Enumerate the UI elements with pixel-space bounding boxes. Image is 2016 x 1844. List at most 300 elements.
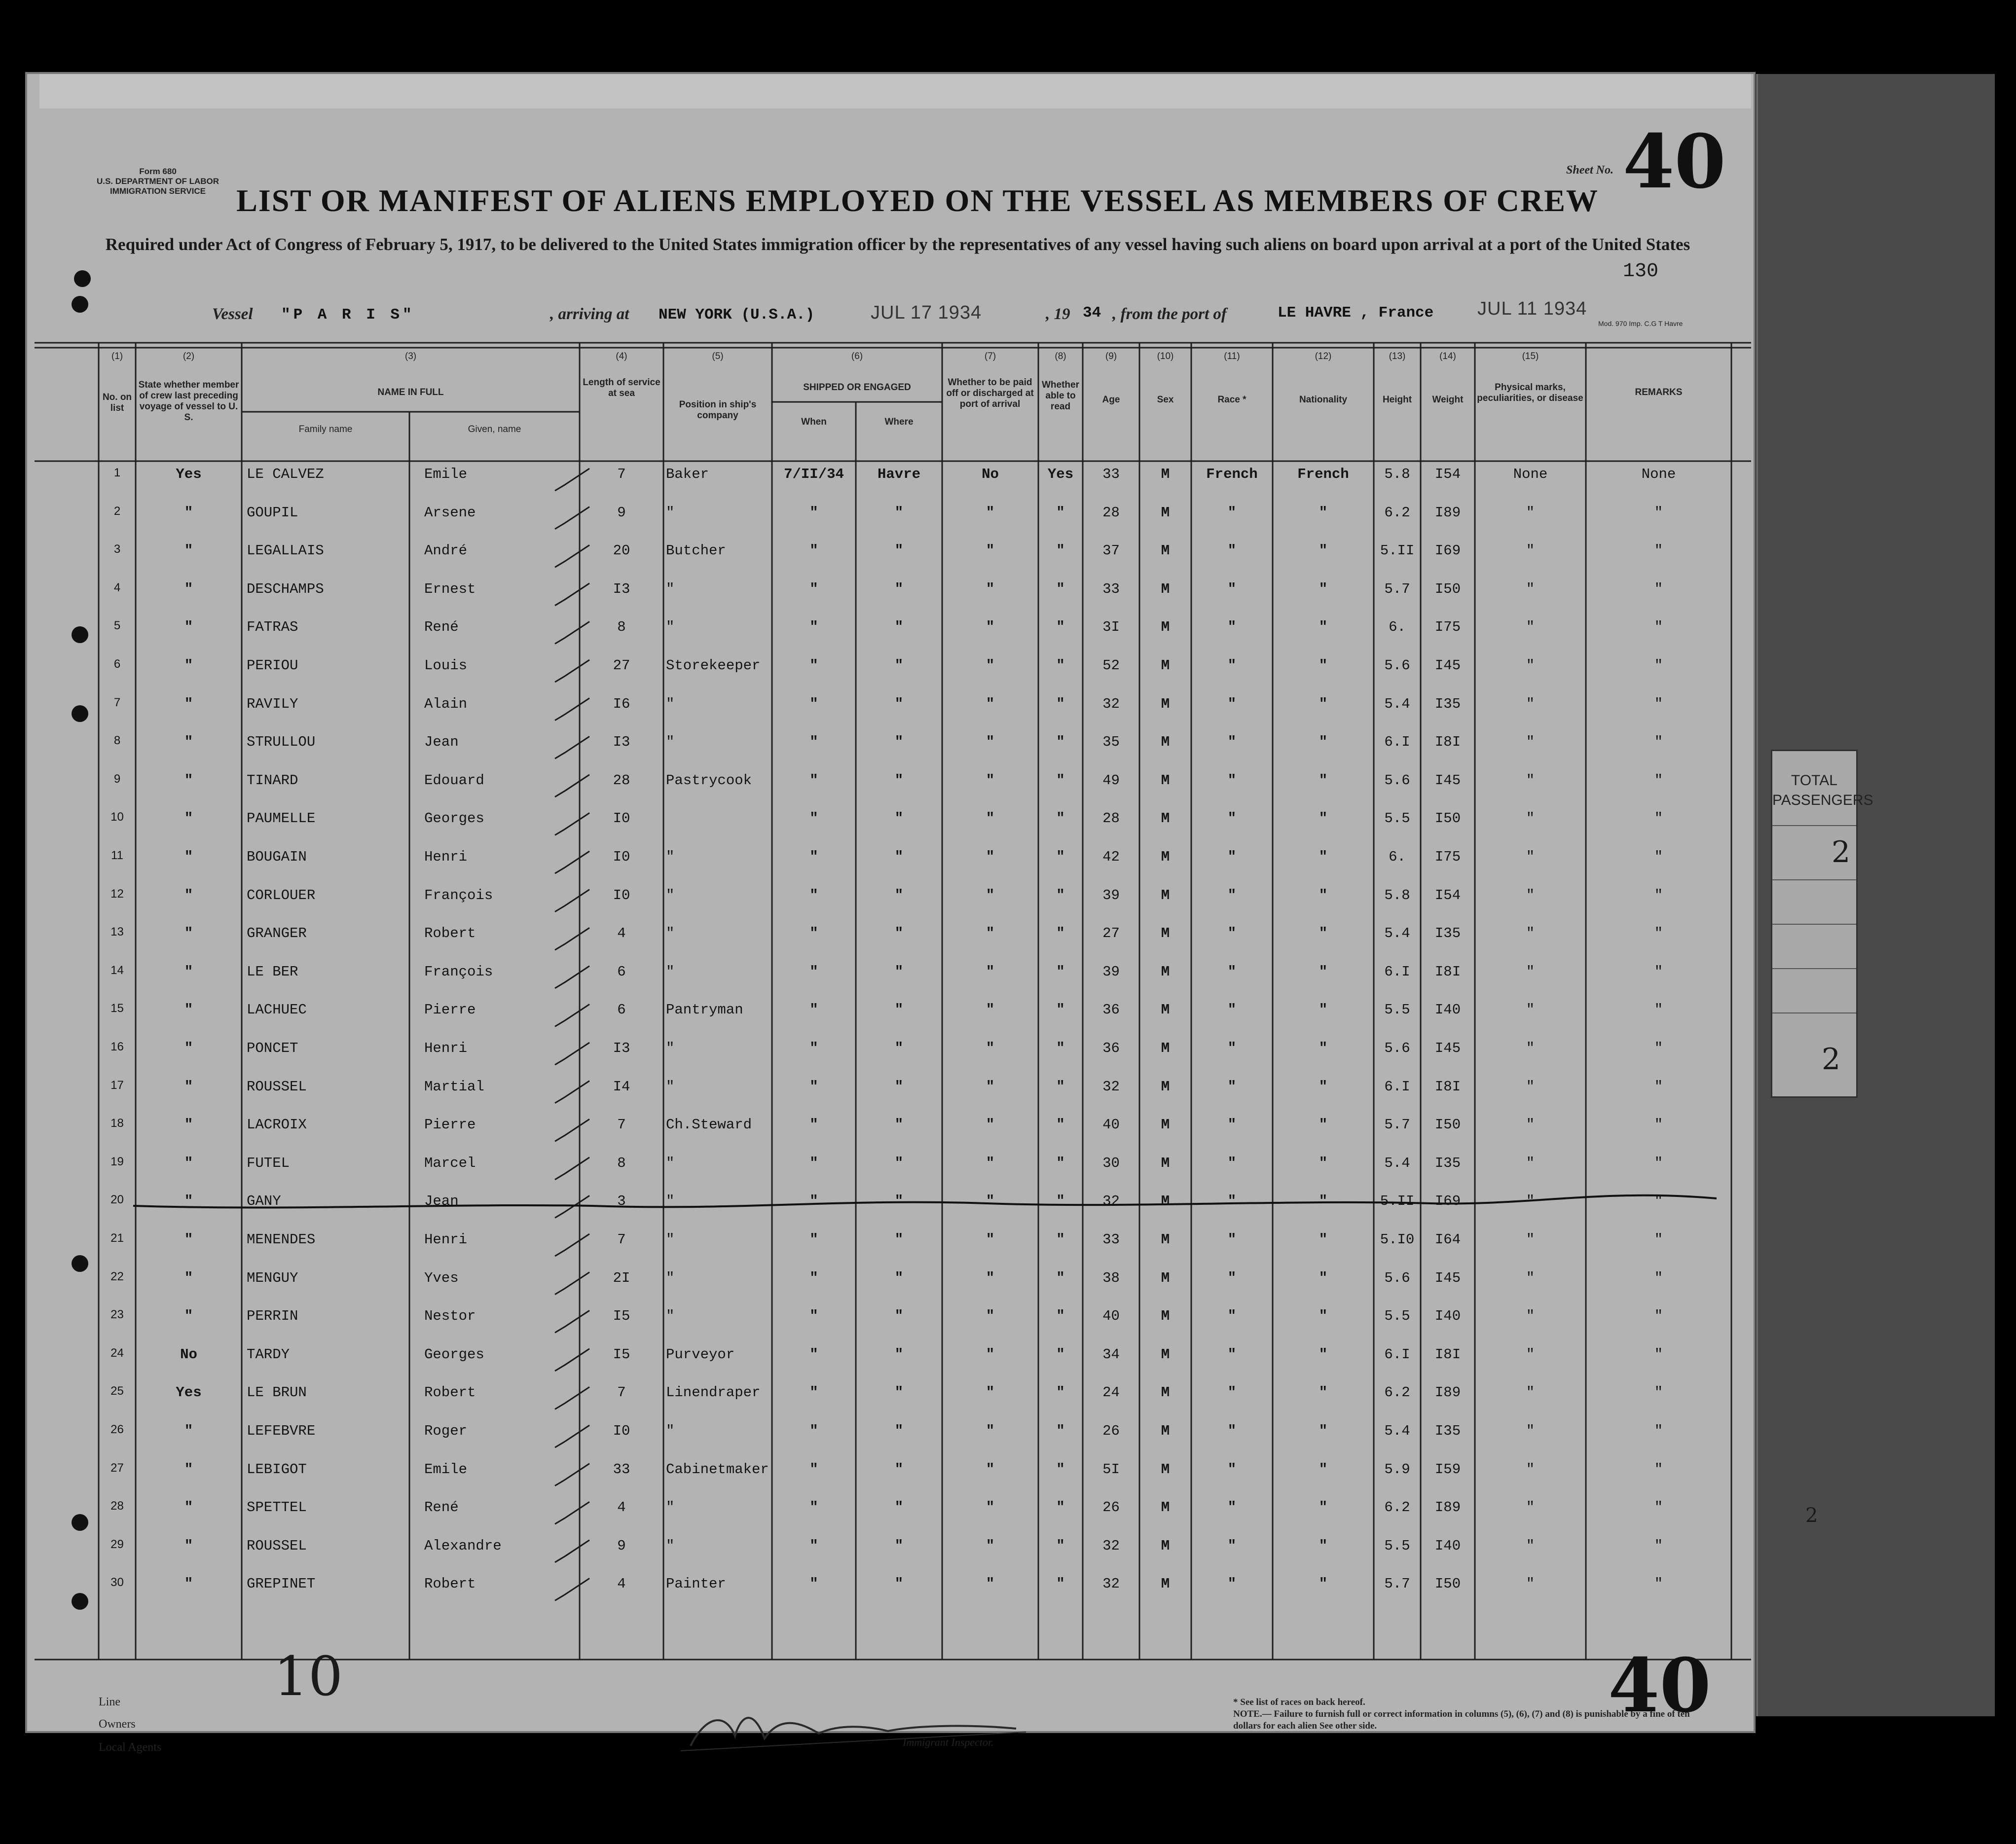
cell-age: 5I [1102,1461,1120,1478]
cell-age: 36 [1102,1002,1120,1018]
cell-when: " [809,925,818,942]
cell-weight: I40 [1434,1537,1461,1554]
cell-prev: " [184,1117,193,1133]
cell-prev: " [184,963,193,980]
cell-no: 17 [110,1078,124,1092]
cell-given: Emile [424,1461,468,1478]
cell-given: Henri [424,1231,468,1248]
page-title: LIST OR MANIFEST OF ALIENS EMPLOYED ON THE VESSEL AS MEMBERS OF CREW [236,183,1599,218]
cell-read: " [1056,1346,1065,1363]
cell-race: French [1206,466,1258,482]
cell-sex: M [1161,1346,1170,1363]
cell-paid: " [986,1499,995,1516]
cell-when: " [809,1576,818,1592]
cell-no: 8 [113,734,121,748]
cell-position: " [666,695,675,712]
cell-given: René [424,619,459,636]
cell-marks: " [1526,1537,1535,1554]
cell-no: 2 [113,504,121,518]
cell-position: Purveyor [666,1346,735,1363]
cell-paid: " [986,1002,995,1018]
cell-race: " [1227,1423,1237,1439]
cell-service: I4 [613,1078,630,1095]
cell-remarks: " [1654,963,1663,980]
cell-prev: " [184,734,193,751]
cell-read: " [1056,1040,1065,1056]
cell-family: LEGALLAIS [247,542,324,559]
cell-paid: " [986,963,995,980]
cell-no: 6 [113,657,121,671]
cell-family: LACHUEC [247,1002,307,1018]
cell-paid: " [986,1040,995,1056]
service-name: IMMIGRATION SERVICE [110,186,206,196]
cell-no: 9 [113,772,121,786]
cell-sex: M [1161,1308,1170,1325]
cell-remarks: " [1654,1537,1663,1554]
cell-weight: I8I [1434,734,1461,751]
cell-where: " [894,542,904,559]
cell-where: " [894,810,904,827]
cell-paid: " [986,1346,995,1363]
cell-marks: " [1526,1346,1535,1363]
cell-read: " [1056,1576,1065,1592]
cell-age: 49 [1102,772,1120,789]
cell-service: 8 [617,619,626,636]
cell-position: Baker [666,466,709,482]
cell-marks: " [1526,1308,1535,1325]
cell-age: 37 [1102,542,1120,559]
cell-where: " [894,963,904,980]
cell-height: 5.6 [1384,1269,1410,1286]
cell-height: 5.6 [1384,657,1410,674]
column-number: (15) [1522,351,1539,362]
cell-given: Robert [424,925,476,942]
cell-where: " [894,1040,904,1056]
cell-where: " [894,887,904,904]
cell-prev: " [184,1231,193,1248]
cell-age: 38 [1102,1269,1120,1286]
cell-read: Yes [1047,466,1074,482]
column-number: (2) [183,351,195,362]
cell-height: 6.2 [1384,1499,1410,1516]
cell-family: DESCHAMPS [247,580,324,597]
cell-height: 5.6 [1384,1040,1410,1056]
cell-age: 40 [1102,1308,1120,1325]
cell-remarks: " [1654,734,1663,751]
cell-read: " [1056,1537,1065,1554]
cell-weight: I89 [1434,1384,1461,1401]
header-able-read: Whether able to read [1042,380,1079,412]
cell-nat: " [1319,1193,1328,1210]
cell-read: " [1056,1423,1065,1439]
cell-age: 35 [1102,734,1120,751]
cell-when: " [809,887,818,904]
cell-family: LEFEBVRE [247,1423,316,1439]
cell-family: MENENDES [247,1231,316,1248]
cell-given: Henri [424,1040,468,1056]
header-weight: Weight [1432,395,1464,405]
cell-age: 28 [1102,810,1120,827]
cell-marks: " [1526,695,1535,712]
cell-age: 40 [1102,1117,1120,1133]
cell-when: " [809,542,818,559]
cell-height: 5.5 [1384,810,1410,827]
cell-service: 9 [617,1537,626,1554]
cell-read: " [1056,542,1065,559]
cell-position: Storekeeper [666,657,761,674]
cell-where: " [894,772,904,789]
cell-height: 5.II [1380,1193,1415,1210]
header-given-name: Given, name [468,424,521,434]
cell-service: I3 [613,580,630,597]
cell-nat: " [1319,1346,1328,1363]
cell-sex: M [1161,1576,1170,1592]
cell-paid: " [986,1576,995,1592]
cell-height: 5.4 [1384,1423,1410,1439]
cell-marks: " [1526,580,1535,597]
cell-paid: " [986,1461,995,1478]
cell-nat: " [1319,1461,1328,1478]
cell-height: 5.4 [1384,695,1410,712]
cell-nat: " [1319,1040,1328,1056]
cell-service: 27 [613,657,630,674]
cell-position: " [666,1308,675,1325]
cell-read: " [1056,580,1065,597]
cell-given: Alexandre [424,1537,502,1554]
cell-race: " [1227,1346,1237,1363]
cell-race: " [1227,1537,1237,1554]
cell-paid: " [986,1193,995,1210]
cell-family: MENGUY [247,1269,298,1286]
cell-sex: M [1161,1423,1170,1439]
cell-age: 32 [1102,1576,1120,1592]
from-port-label: , from the port of [1112,305,1227,323]
cell-where: " [894,1461,904,1478]
cell-when: " [809,1537,818,1554]
column-number: (7) [984,351,996,362]
cell-height: 5.7 [1384,1117,1410,1133]
cell-no: 26 [110,1423,124,1436]
cell-where: " [894,849,904,865]
cell-race: " [1227,695,1237,712]
header-race: Race * [1217,395,1246,405]
cell-where: " [894,925,904,942]
cell-weight: I40 [1434,1002,1461,1018]
cell-prev: " [184,1078,193,1095]
cell-where: " [894,1078,904,1095]
cell-remarks: " [1654,887,1663,904]
cell-position: " [666,1499,675,1516]
cell-age: 32 [1102,1078,1120,1095]
cell-nat: " [1319,810,1328,827]
header-remarks: REMARKS [1635,387,1683,398]
cell-given: Yves [424,1269,459,1286]
cell-race: " [1227,1499,1237,1516]
cell-position: Linendraper [666,1384,761,1401]
cell-read: " [1056,1461,1065,1478]
header-where: Where [884,417,914,427]
cell-no: 15 [110,1002,124,1015]
cell-position: " [666,963,675,980]
cell-family: LEBIGOT [247,1461,307,1478]
cell-prev: " [184,1269,193,1286]
cell-position: " [666,1155,675,1171]
cell-nat: " [1319,1537,1328,1554]
cell-height: 6.I [1384,1078,1410,1095]
cell-race: " [1227,887,1237,904]
cell-paid: " [986,504,995,521]
cell-where: " [894,1269,904,1286]
cell-position: Cabinetmaker [666,1461,769,1478]
cell-nat: " [1319,887,1328,904]
cell-when: " [809,849,818,865]
cell-marks: " [1526,1002,1535,1018]
cell-read: " [1056,1499,1065,1516]
cell-given: Jean [424,1193,459,1210]
cell-where: " [894,1346,904,1363]
header-age: Age [1102,395,1120,405]
cell-sex: M [1161,695,1170,712]
cell-where: " [894,1423,904,1439]
bottom-sheet-number: 40 [1608,1642,1711,1729]
cell-race: " [1227,1193,1237,1210]
cell-weight: I35 [1434,695,1461,712]
cell-sex: M [1161,1384,1170,1401]
cell-nat: " [1319,1308,1328,1325]
cell-no: 19 [110,1155,124,1168]
cell-where: " [894,580,904,597]
cell-remarks: " [1654,580,1663,597]
cell-paid: " [986,1155,995,1171]
cell-weight: I50 [1434,810,1461,827]
cell-marks: " [1526,1499,1535,1516]
cell-sex: M [1161,1269,1170,1286]
cell-marks: " [1526,1461,1535,1478]
cell-nat: " [1319,1155,1328,1171]
header-no-on-list: No. on list [102,392,132,413]
cell-paid: " [986,657,995,674]
cell-service: I3 [613,1040,630,1056]
cell-age: 24 [1102,1384,1120,1401]
cell-family: GRANGER [247,925,307,942]
cell-no: 29 [110,1537,124,1551]
cell-remarks: " [1654,1384,1663,1401]
cell-family: BOUGAIN [247,849,307,865]
cell-height: 5.II [1380,542,1415,559]
cell-no: 30 [110,1576,124,1590]
cell-remarks: " [1654,772,1663,789]
cell-height: 5.4 [1384,1155,1410,1171]
cell-when: " [809,580,818,597]
cell-where: " [894,1002,904,1018]
races-note: * See list of races on back hereof. [1233,1697,1365,1707]
cell-no: 7 [113,695,121,709]
cell-service: I0 [613,849,630,865]
cell-when: " [809,695,818,712]
cell-weight: I64 [1434,1231,1461,1248]
departure-date-stamp: JUL 11 1934 [1477,298,1587,319]
cell-where: " [894,657,904,674]
column-number: (9) [1105,351,1117,362]
cell-nat: French [1297,466,1349,482]
cell-remarks: " [1654,1040,1663,1056]
cell-age: 33 [1102,580,1120,597]
cell-position: " [666,734,675,751]
cell-no: 23 [110,1308,124,1322]
cell-nat: " [1319,1231,1328,1248]
form-number: Form 680 [139,167,177,176]
cell-age: 28 [1102,504,1120,521]
cell-prev: Yes [176,466,202,482]
cell-no: 12 [110,887,124,901]
cell-given: Ernest [424,580,476,597]
cell-position: " [666,1078,675,1095]
cell-service: 33 [613,1461,630,1478]
cell-sex: M [1161,619,1170,636]
cell-marks: " [1526,1423,1535,1439]
cell-given: André [424,542,468,559]
cell-when: " [809,619,818,636]
header-physical-marks: Physical marks, peculiarities, or disease [1477,382,1583,403]
cell-read: " [1056,734,1065,751]
cell-family: LE BRUN [247,1384,307,1401]
cell-service: 7 [617,466,626,482]
cell-where: " [894,1384,904,1401]
cell-read: " [1056,1193,1065,1210]
cell-race: " [1227,619,1237,636]
cell-paid: " [986,1269,995,1286]
cell-service: I3 [613,734,630,751]
cell-no: 11 [111,849,123,862]
cell-no: 24 [110,1346,124,1360]
cell-marks: " [1526,734,1535,751]
cell-service: I0 [613,887,630,904]
cell-prev: " [184,542,193,559]
cell-weight: I45 [1434,772,1461,789]
cell-weight: I8I [1434,1078,1461,1095]
cell-service: 4 [617,1499,626,1516]
cell-weight: I89 [1434,1499,1461,1516]
cell-position: " [666,887,675,904]
cell-service: I0 [613,810,630,827]
cell-remarks: " [1654,504,1663,521]
cell-weight: I50 [1434,580,1461,597]
cell-height: 6. [1389,849,1406,865]
cell-race: " [1227,1269,1237,1286]
cell-family: SPETTEL [247,1499,307,1516]
cell-race: " [1227,963,1237,980]
cell-weight: I35 [1434,925,1461,942]
cell-position: " [666,849,675,865]
cell-marks: " [1526,619,1535,636]
cell-paid: " [986,619,995,636]
cell-prev: " [184,1423,193,1439]
cell-paid: " [986,1423,995,1439]
cell-marks: None [1513,466,1548,482]
cell-where: " [894,1499,904,1516]
cell-marks: " [1526,849,1535,865]
cell-prev: " [184,1537,193,1554]
cell-remarks: " [1654,1269,1663,1286]
cell-age: 33 [1102,466,1120,482]
cell-prev: " [184,1040,193,1056]
cell-prev: " [184,657,193,674]
cell-prev: " [184,772,193,789]
cell-paid: " [986,580,995,597]
cell-marks: " [1526,504,1535,521]
page-subtitle: Required under Act of Congress of February 5, 1917, to be delivered to the United States immigration officer by the representatives of any vessel having such aliens on board upon arrival at a port of the United States [105,235,1690,254]
year-label: , 19 [1046,305,1070,323]
cell-family: GREPINET [247,1576,316,1592]
cell-sex: M [1161,1002,1170,1018]
cell-read: " [1056,925,1065,942]
cell-race: " [1227,734,1237,751]
cell-height: 6.I [1384,734,1410,751]
cell-when: " [809,1269,818,1286]
cell-race: " [1227,1308,1237,1325]
cell-no: 16 [110,1040,124,1053]
cell-position: Ch.Steward [666,1117,752,1133]
cell-no: 1 [113,466,121,479]
cell-service: 7 [617,1231,626,1248]
cell-when: 7/II/34 [784,466,844,482]
cell-position: Painter [666,1576,726,1592]
cell-when: " [809,734,818,751]
cell-remarks: " [1654,1576,1663,1592]
cell-family: PERRIN [247,1308,298,1325]
cell-race: " [1227,810,1237,827]
cell-marks: " [1526,925,1535,942]
cell-prev: " [184,1308,193,1325]
cell-race: " [1227,772,1237,789]
cell-where: " [894,619,904,636]
column-number: (8) [1055,351,1066,362]
cell-race: " [1227,1040,1237,1056]
cell-family: PERIOU [247,657,298,674]
cell-weight: I8I [1434,1346,1461,1363]
cell-race: " [1227,925,1237,942]
header-family-name: Family name [298,424,353,434]
cell-age: 34 [1102,1346,1120,1363]
cell-position: " [666,504,675,521]
cell-given: Georges [424,810,484,827]
cell-prev: " [184,580,193,597]
cell-position: " [666,1040,675,1056]
cell-when: " [809,1193,818,1210]
header-height: Height [1382,395,1412,405]
cell-sex: M [1161,849,1170,865]
cell-remarks: " [1654,810,1663,827]
cell-given: Nestor [424,1308,476,1325]
cell-age: 39 [1102,887,1120,904]
cell-position: " [666,1537,675,1554]
cell-when: " [809,1308,818,1325]
cell-marks: " [1526,810,1535,827]
penalty-note: NOTE.— Failure to furnish full or correct information in columns (5), (6), (7) and (8) is punishable by a fine of ten dollars for each alien See other side. [1233,1709,1690,1731]
cell-height: 5.7 [1384,1576,1410,1592]
cell-marks: " [1526,1384,1535,1401]
cell-when: " [809,657,818,674]
cell-when: " [809,1040,818,1056]
cell-age: 27 [1102,925,1120,942]
cell-race: " [1227,1384,1237,1401]
cell-service: I6 [613,695,630,712]
cell-age: 3I [1102,619,1120,636]
cell-nat: " [1319,772,1328,789]
cell-given: Marcel [424,1155,476,1171]
cell-family: GANY [247,1193,281,1210]
cell-given: Emile [424,466,468,482]
